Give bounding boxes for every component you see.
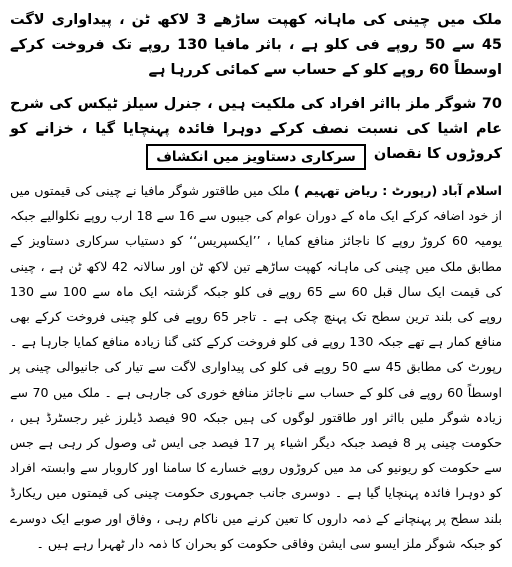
article-body-text: ملک میں طاقتور شوگر مافیا نے چینی کی قیمتوں میں از خود اضافہ کرکے ایک ماہ کے دوران عوام کی جیبوں سے 16 سے 18 ارب روپے نکلوالیے جبکہ یومیہ 60 کروڑ روپے کا ناجائز منافع کمایا ، ’’ایکسپریس‘‘ کو دستیاب سرکاری دستاویز کے مطابق ملک میں چینی کی ماہانہ کھپت ساڑھے تین لاکھ ٹن اور سالانہ 42 لاکھ ٹن ہے ، چینی کی قیمت ایک سال قبل 60 سے 65 روپے فی کلو جبکہ گزشتہ ایک ماہ سے 100 سے 130 روپے کی بلند ترین سطح تک پہنچ چکی ہے ۔ تاجر 65 روپے فی کلو چینی فروخت کرکے بھی منافع کمار ہے تھے جبکہ 130 روپے فی کلو فروخت کرکے کئی گنا زیادہ منافع کمایا جارہا ہے ۔ رپورٹ کی مطابق 45 سے 50 روپے فی کلو کی پیداواری لاگت سے تیار کی جانیوالی چینی پر اوسطاً 60 روپے فی کلو کے حساب سے ناجائز منافع خوری کی جارہی ہے ۔ ملک میں 70 سے زیادہ شوگر ملیں بااثر اور طاقتور لوگوں کی ہیں جبکہ 90 فیصد ڈیلرز غیر رجسٹرڈ ہیں ، حکومت چینی پر 8 فیصد جبکہ دیگر اشیاء پر 17 فیصد جی ایس ٹی وصول کر رہی ہے جس سے حکومت کو ریونیو کی مد میں کروڑوں روپے خسارے کا سامنا اور کاروبار سے وابستہ افراد کو دوہرا فائدہ پہنچایا گیا ہے ۔ دوسری جانب جمہوری حکومت چینی کی قیمتوں میں ریکارڈ بلند سطح پر پہنچانے کے ذمہ داروں کا تعین کرنے میں ناکام رہی ، وفاق اور صوبے ایک دوسرے کو جبکہ شوگر ملز ایسو سی ایشن وفاقی حکومت کو بحران کا ذمہ دار ٹھہرا رہے ہیں ۔ [10, 183, 502, 551]
dateline: اسلام آباد (رپورٹ : ریاض تھہیم ) [293, 183, 502, 198]
article-body [10, 178, 502, 551]
headline-secondary: 70 شوگر ملز بااثر افراد کی ملکیت ہیں ، جنرل سیلز ٹیکس کی شرح عام اشیا کی نسبت نصف کرکے دوہرا فائدہ پہنچایا گیا ، خزانے کو کروڑوں کا نقصان [10, 96, 502, 162]
subhead-boxed: سرکاری دستاویز میں انکشاف [146, 144, 366, 170]
headline-main: ملک میں چینی کی ماہانہ کھپت ساڑھے 3 لاکھ ٹن ، پیداواری لاگت 45 سے 50 روپے فی کلو ہے ، باثر مافیا 130 روپے تک فروخت کرکے اوسطاً 60 روپے کلو کے حساب سے کمائی کررہا ہے [10, 12, 503, 78]
